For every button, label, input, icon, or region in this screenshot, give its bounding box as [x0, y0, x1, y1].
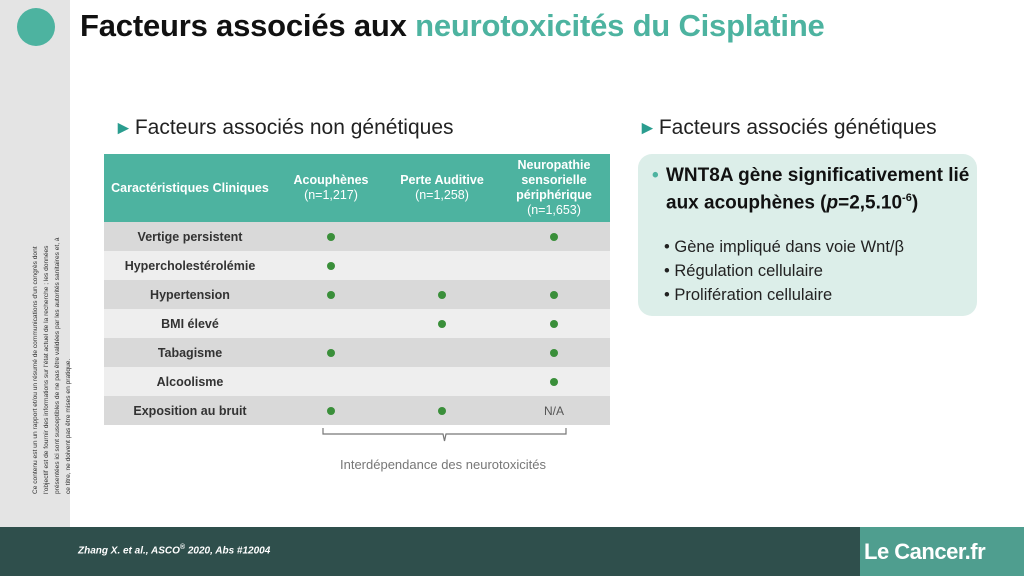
table-cell: [498, 396, 610, 425]
table-cell: [276, 222, 386, 251]
disclaimer-line: ce titre, ne doivent pas être mises en pratique.: [65, 358, 72, 494]
row-label: Vertige persistent: [104, 222, 276, 251]
disclaimer-line: Ce contenu est un un rapport et/ou un résumé de communications d'un congrès dont: [32, 246, 39, 494]
table-cell: [498, 338, 610, 367]
main-point-exponent: -6: [902, 192, 912, 204]
table-cell: [498, 367, 610, 396]
row-label: BMI élevé: [104, 309, 276, 338]
main-point-text: WNT8A gène significativement lié aux acouphènes (: [666, 165, 970, 214]
table-header-cell: Acouphènes (n=1,217): [276, 154, 386, 222]
table-cell: [276, 338, 386, 367]
table-cell: [498, 309, 610, 338]
genetic-factors-box: [638, 154, 977, 316]
table-cell: [386, 396, 498, 425]
disclaimer-line: l'objectif est de fournir des informations sur l'état actuel de la recherche ; les données: [43, 245, 50, 494]
table-cell: [386, 367, 498, 396]
bullet-icon: •: [652, 165, 659, 186]
row-label: Hypertension: [104, 280, 276, 309]
association-dot-icon: [327, 349, 335, 357]
table-cell: [386, 251, 498, 280]
association-dot-icon: [327, 407, 335, 415]
disclaimer-line: présentées ici sont susceptibles de ne pas être validées par les autorités sanitaires et, à: [54, 237, 61, 494]
table-row: [104, 280, 610, 309]
factors-table: [104, 154, 610, 425]
genetic-heading-text: Facteurs associés génétiques: [658, 116, 937, 139]
association-dot-icon: [550, 320, 558, 328]
table-cell: [386, 222, 498, 251]
triangle-arrow-icon: ►: [114, 118, 133, 139]
interdependence-brace: [322, 428, 567, 442]
table-cell: [276, 367, 386, 396]
brace-caption: Interdépendance des neurotoxicités: [340, 457, 546, 472]
association-dot-icon: [438, 320, 446, 328]
association-dot-icon: [550, 378, 558, 386]
association-dot-icon: [327, 262, 335, 270]
table-cell: [276, 280, 386, 309]
association-dot-icon: [550, 233, 558, 241]
association-dot-icon: [550, 291, 558, 299]
table-row: [104, 222, 610, 251]
non-genetic-heading-text: Facteurs associés non génétiques: [134, 116, 454, 139]
table-cell: [276, 251, 386, 280]
disclaimer-note: [30, 74, 74, 494]
association-dot-icon: [438, 291, 446, 299]
page-title: [80, 8, 825, 44]
table-header-cell: Caractéristiques Cliniques: [104, 154, 276, 222]
main-point-p: p: [826, 192, 839, 214]
title-part-1: Facteurs associés aux: [80, 8, 416, 43]
genetic-sub-point: • Régulation cellulaire: [664, 262, 823, 280]
logo-circle-icon: [17, 8, 55, 46]
table-cell: [498, 251, 610, 280]
row-label: Hypercholestérolémie: [104, 251, 276, 280]
table-cell: [498, 222, 610, 251]
table-cell: [276, 396, 386, 425]
row-label: Exposition au bruit: [104, 396, 276, 425]
table-cell: [498, 280, 610, 309]
row-label: Alcoolisme: [104, 367, 276, 396]
table-row: [104, 367, 610, 396]
table-cell: [386, 338, 498, 367]
association-dot-icon: [438, 407, 446, 415]
association-dot-icon: [327, 233, 335, 241]
na-value: N/A: [543, 403, 564, 418]
table-row: [104, 396, 610, 425]
genetic-sub-point: • Prolifération cellulaire: [664, 286, 833, 304]
table-header-cell: Perte Auditive (n=1,258): [386, 154, 498, 222]
table-header-row: [104, 154, 610, 222]
table-header-cell: Neuropathie sensorielle périphérique (n=1,653): [498, 154, 610, 222]
table-cell: [386, 309, 498, 338]
non-genetic-heading: [114, 116, 454, 140]
association-dot-icon: [550, 349, 558, 357]
main-point-close: ): [911, 192, 919, 214]
table-row: [104, 251, 610, 280]
row-label: Tabagisme: [104, 338, 276, 367]
genetic-sub-point: • Gène impliqué dans voie Wnt/β: [664, 238, 904, 256]
brand-logo[interactable]: Le Cancer.fr: [864, 539, 986, 564]
association-dot-icon: [327, 291, 335, 299]
sidebar: [0, 0, 70, 576]
genetic-main-point: [652, 164, 972, 214]
triangle-arrow-icon: ►: [638, 118, 657, 139]
main-point-value: =2,5.10: [838, 192, 903, 214]
citation: Zhang X. et al., ASCO® 2020, Abs #12004: [78, 544, 271, 557]
table-row: [104, 338, 610, 367]
genetic-heading: [638, 116, 937, 140]
table-row: [104, 309, 610, 338]
table-cell: [386, 280, 498, 309]
title-part-2: neurotoxicités du Cisplatine: [415, 8, 825, 43]
table-cell: [276, 309, 386, 338]
